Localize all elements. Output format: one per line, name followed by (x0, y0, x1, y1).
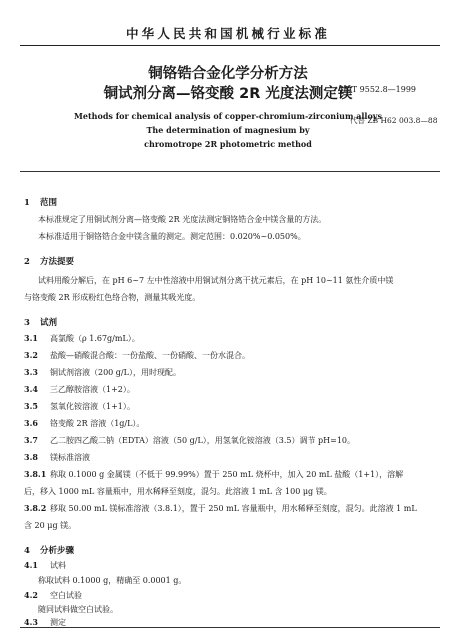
reagent-item (24, 350, 250, 361)
title-rule (20, 171, 440, 172)
section-heading (24, 255, 74, 267)
reagent-number: 3.6 (24, 418, 38, 428)
section-title: 分析步骤 (40, 546, 75, 556)
reagent-text: 铬变酸 2R 溶液（1g/L）。 (50, 419, 145, 428)
procedure-title: 空白试验 (50, 591, 82, 600)
reagent-item (24, 333, 140, 344)
section-number: 2 (24, 257, 30, 267)
std-solution-number: 3.8.1 (24, 469, 47, 479)
section-title: 范围 (40, 198, 58, 208)
reagent-text: 盐酸—硝酸混合酸：一份盐酸、一份硝酸、一份水混合。 (50, 351, 250, 360)
standard-number: JB/T 9552.8—1999 (340, 85, 417, 94)
reagent-number: 3.1 (24, 333, 38, 343)
procedure-text: 随同试料做空白试验。 (38, 605, 118, 614)
replaces-standard: 代替 ZB H62 003.8—88 (350, 116, 438, 125)
reagent-item (24, 401, 135, 412)
procedure-item (24, 560, 66, 571)
std-solution-text: 移取 50.00 mL 镁标准溶液（3.8.1），置于 250 mL 容量瓶中，用水稀释至刻度，混匀。此溶液 1 mL (50, 504, 417, 513)
procedure-number: 4.2 (24, 590, 38, 600)
section-title: 方法提要 (40, 257, 75, 267)
std-solution-text: 后，移入 1000 mL 容量瓶中，用水稀释至刻度，混匀。此溶液 1 mL 含 100 μg 镁。 (24, 487, 332, 496)
std-solution-text: 称取 0.1000 g 金属镁（不低于 99.99%）置于 250 mL 烧杯中，加入 20 mL 盐酸（1+1），溶解 (50, 470, 404, 479)
bottom-rule (20, 627, 440, 628)
section-number: 3 (24, 318, 30, 328)
reagent-text: 铜试剂溶液（200 g/L），用时现配。 (50, 368, 181, 377)
reagent-item (24, 367, 181, 378)
title-en-line3: chromotrope 2R photometric method (144, 139, 312, 149)
reagent-number: 3.8 (24, 452, 38, 462)
procedure-text: 称取试料 0.1000 g，精确至 0.0001 g。 (38, 576, 187, 585)
title-en-line2: The determination of magnesium by (146, 125, 310, 135)
reagent-number: 3.2 (24, 350, 38, 360)
reagent-number: 3.4 (24, 384, 38, 394)
reagent-item (24, 418, 144, 429)
std-solution-text: 含 20 μg 镁。 (24, 521, 77, 530)
procedure-title: 测定 (50, 618, 66, 627)
std-solution-paragraph (24, 469, 403, 480)
reagent-text: 乙二胺四乙酸二钠（EDTA）溶液（50 g/L），用氢氧化铵溶液（3.5）调节 pH=10。 (50, 436, 356, 445)
reagent-text: 三乙醇胺溶液（1+2）。 (50, 385, 135, 394)
procedure-number: 4.3 (24, 617, 38, 627)
reagent-item (24, 452, 90, 463)
principle-line: 试料用酸分解后，在 pH 6~7 左中性溶液中用铜试剂分离干扰元素后，在 pH 10~11 氨性介质中镁 (38, 276, 394, 285)
header-rule (20, 45, 440, 46)
standard-header: 中华人民共和国机械行业标准 (125, 26, 331, 41)
title-en-line1: Methods for chemical analysis of copper-chromium-zirconium alloys (74, 111, 382, 121)
reagent-number: 3.7 (24, 435, 38, 445)
procedure-item (24, 590, 82, 601)
reagent-text: 高氯酸（ρ 1.67g/mL）。 (50, 334, 140, 343)
reagent-number: 3.5 (24, 401, 38, 411)
reagent-text: 氢氧化铵溶液（1+1）。 (50, 402, 135, 411)
scope-line: 本标准适用于铜铬锆合金中镁含量的测定。测定范围：0.020%~0.050%。 (38, 232, 306, 241)
std-solution-number: 3.8.2 (24, 503, 47, 513)
principle-line: 与铬变酸 2R 形成粉红色络合物，测量其吸光度。 (24, 293, 201, 302)
scope-line: 本标准规定了用铜试剂分离—铬变酸 2R 光度法测定铜铬锆合金中镁含量的方法。 (38, 215, 327, 224)
section-number: 4 (24, 546, 30, 556)
reagent-text: 镁标准溶液 (50, 453, 90, 462)
section-heading (24, 544, 74, 556)
reagent-item (24, 384, 135, 395)
title-cn-line1: 铜铬锆合金化学分析方法 (148, 66, 308, 82)
title-cn-line2: 铜试剂分离—铬变酸 2R 光度法测定镁 (103, 86, 353, 102)
procedure-number: 4.1 (24, 560, 38, 570)
reagent-item (24, 435, 355, 446)
section-number: 1 (24, 198, 30, 208)
section-heading (24, 196, 57, 208)
section-title: 试剂 (40, 318, 58, 328)
reagent-number: 3.3 (24, 367, 38, 377)
procedure-title: 试料 (50, 561, 66, 570)
std-solution-paragraph (24, 503, 417, 514)
section-heading (24, 316, 57, 328)
